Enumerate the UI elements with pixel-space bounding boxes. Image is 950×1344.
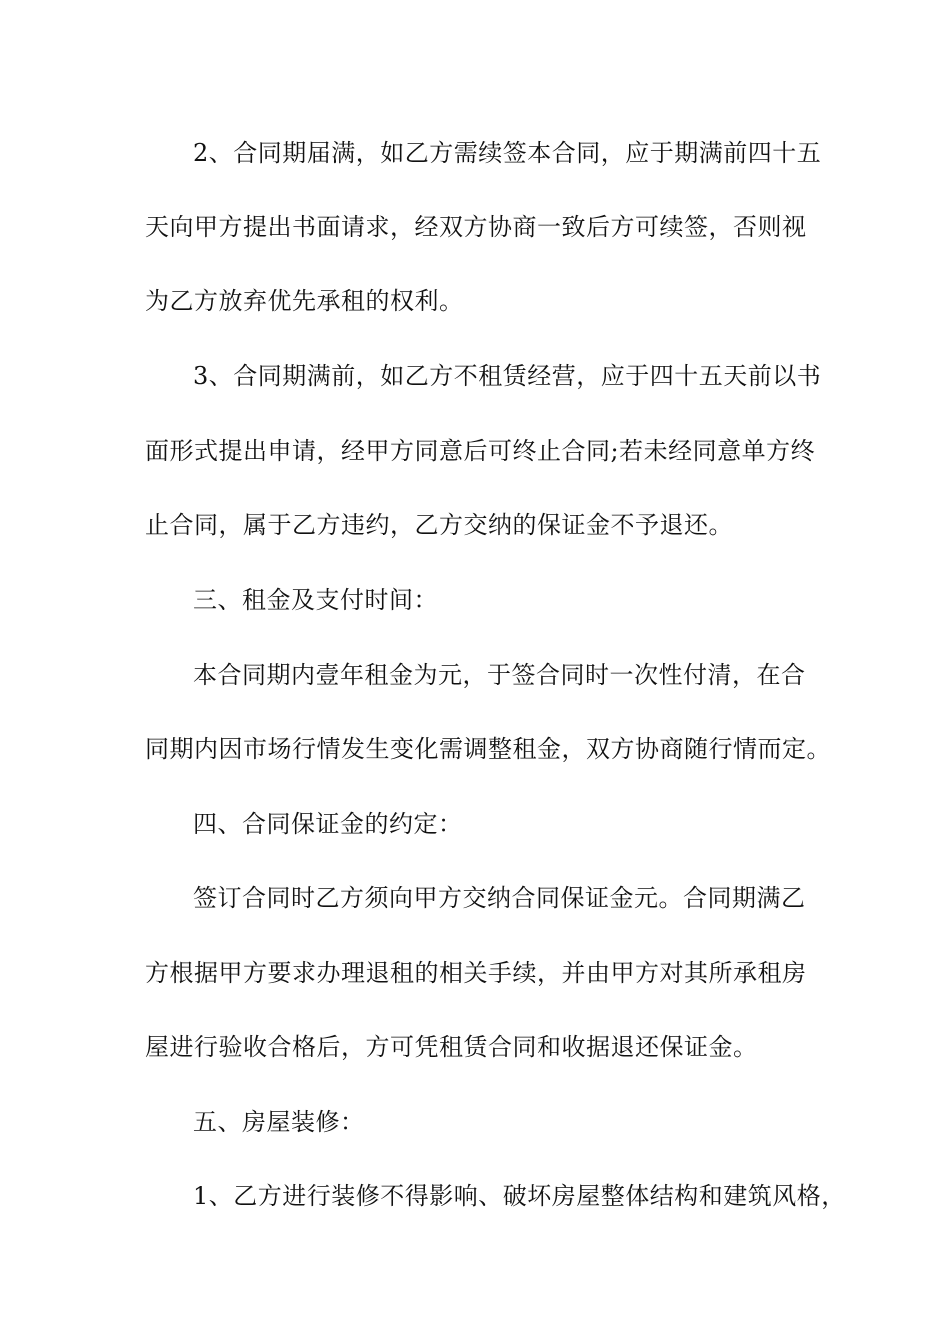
section-3-line-2: 同期内因市场行情发生变化需调整租金，双方协商随行情而定。 [145,735,831,763]
section-4-line-1: 签订合同时乙方须向甲方交纳合同保证金元。合同期满乙 [193,884,806,912]
section-3-line-1: 本合同期内壹年租金为元，于签合同时一次性付清，在合 [193,661,806,689]
clause-2-line-3: 为乙方放弃优先承租的权利。 [145,287,464,315]
section-4-line-3: 屋进行验收合格后，方可凭租赁合同和收据退还保证金。 [145,1033,758,1061]
clause-3-line-3: 止合同，属于乙方违约，乙方交纳的保证金不予退还。 [145,511,733,539]
clause-3-line-2: 面形式提出申请，经甲方同意后可终止合同;若未经同意单方终 [145,437,816,465]
section-3-heading: 三、租金及支付时间： [193,586,438,614]
section-4-line-2: 方根据甲方要求办理退租的相关手续，并由甲方对其所承租房 [145,959,807,987]
section-5-heading: 五、房屋装修： [193,1108,365,1136]
clause-2-line-1: 2、合同期届满，如乙方需续签本合同，应于期满前四十五 [193,139,822,167]
clause-3-line-1: 3、合同期满前，如乙方不租赁经营，应于四十五天前以书 [193,362,822,390]
clause-2-line-2: 天向甲方提出书面请求，经双方协商一致后方可续签，否则视 [145,213,807,241]
section-4-heading: 四、合同保证金的约定： [193,810,463,838]
section-5-line-1: 1、乙方进行装修不得影响、破坏房屋整体结构和建筑风格， [193,1182,846,1210]
